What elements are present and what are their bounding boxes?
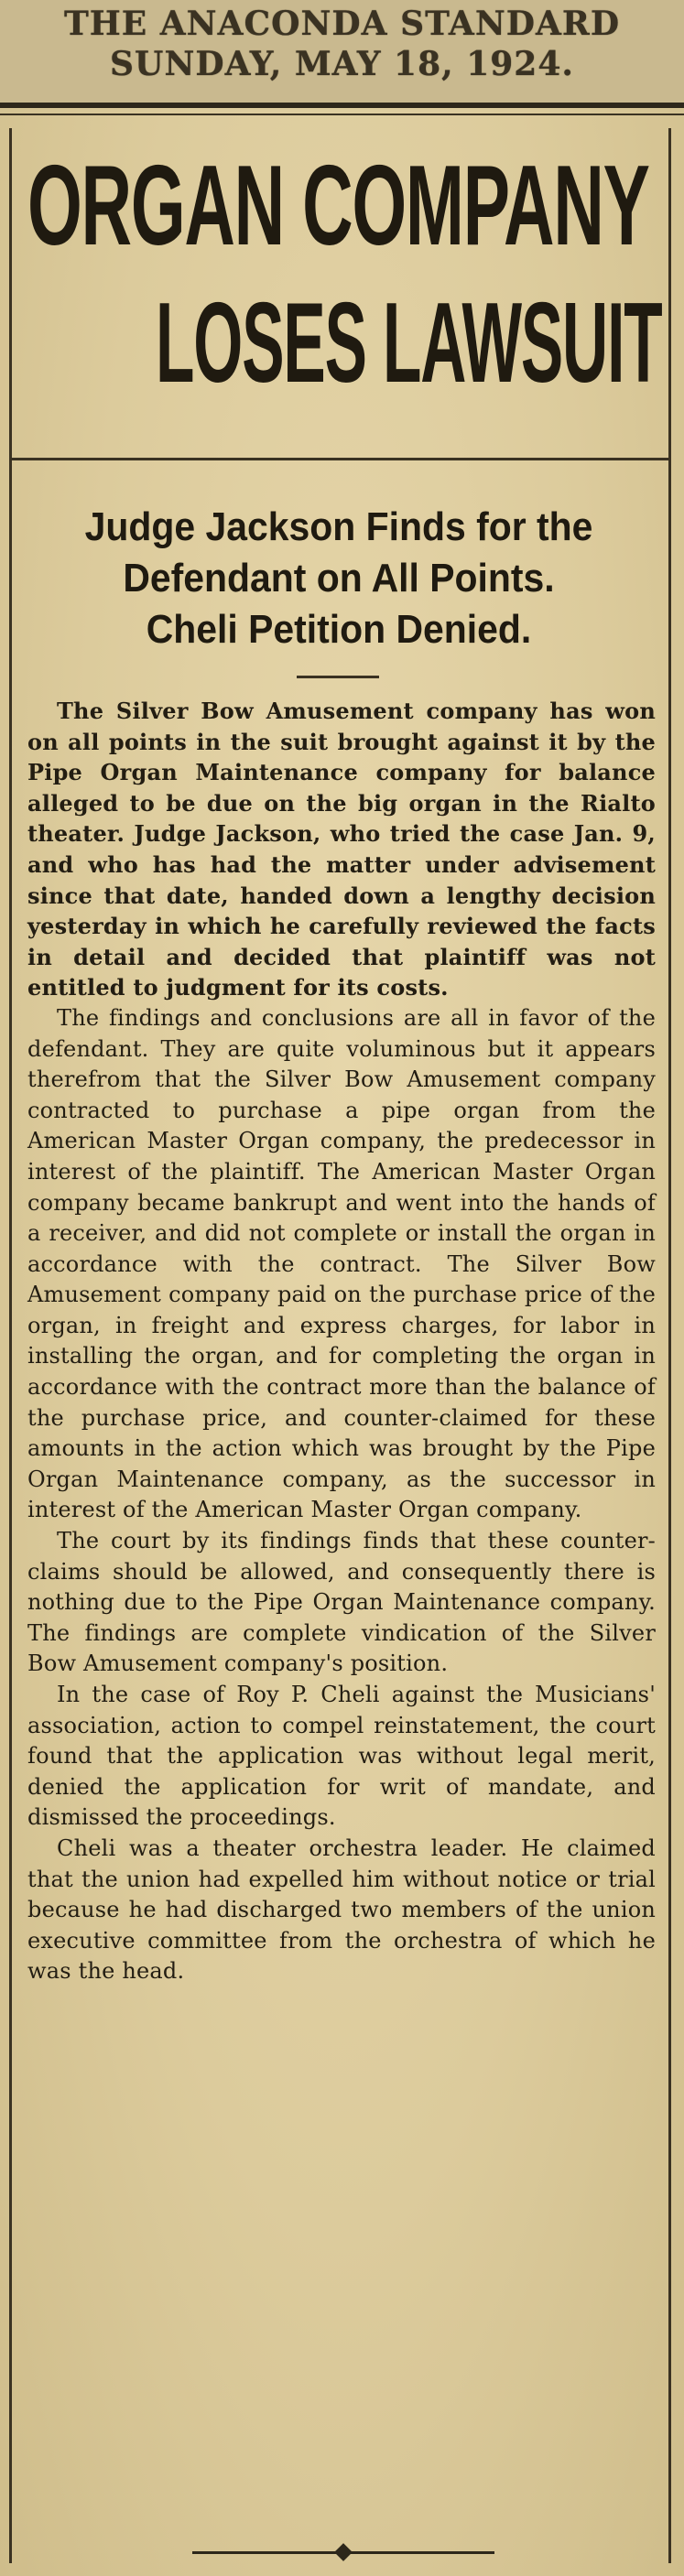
article-body (27, 696, 656, 1987)
diamond-ornament-icon (334, 2543, 353, 2561)
headline-rule (11, 458, 668, 460)
masthead (0, 0, 684, 103)
article-paragraph: Cheli was a theater orchestra leader. He claimed that the union had expelled him without notice or trial because he had discharged two members of the union executive committee from the orchestra of which he was the head. (27, 1835, 656, 1985)
column-border-left (9, 128, 12, 2563)
article-paragraph: The court by its findings finds that these counter-claims should be allowed, and consequently there is nothing due to the Pipe Organ Maintenance company. The findings are complete vindication of the Silver Bow Amusement company's position. (27, 1528, 656, 1677)
article-paragraph: In the case of Roy P. Cheli against the Musicians' association, action to compel reinstatement, the court found that the application was without legal merit, denied the application for writ of mandate, and dismissed the proceedings. (27, 1682, 656, 1831)
article-paragraph: The Silver Bow Amusement company has won on all points in the suit brought against it by the Pipe Organ Maintenance company for balance alleged to be due on the big organ in the Rialto theater. Judge Jackson, who tried the case Jan. 9, and who has had the matter under advisement since that date, handed down a lengthy decision yesterday in which he carefully reviewed the facts in detail and decided that plaintiff was not entitled to judgment for its costs. (27, 698, 656, 1001)
headline-line-1: ORGAN COMPANY (27, 143, 649, 269)
deck-line-3: Cheli Petition Denied. (146, 607, 532, 652)
article-paragraph: The findings and conclusions are all in favor of the defendant. They are quite voluminous but it appears therefrom that the Silver Bow Amusement company contracted to purchase a pipe organ from the American Master Organ company, the predecessor in interest of the plaintiff. The American Master Organ company became bankrupt and went into the hands of a receiver, and did not complete or install the organ in accordance with the contract. The Silver Bow Amusement company paid on the purchase price of the organ, in freight and express charges, for labor in installing the organ, and for completing the organ in accordance with the contract more than the balance of the purchase price, and counter-claimed for these amounts in the action which was brought by the Pipe Organ Maintenance company, as the successor in interest of the American Master Organ company. (27, 1004, 656, 1523)
deck-line-1: Judge Jackson Finds for the (84, 504, 593, 549)
column-border-right (668, 128, 671, 2563)
issue-date: SUNDAY, MAY 18, 1924. (110, 45, 574, 83)
deck-headline (18, 502, 659, 655)
deck-line-2: Defendant on All Points. (123, 556, 555, 601)
masthead-thin-rule (0, 114, 684, 115)
newspaper-name: THE ANACONDA STANDARD (63, 5, 621, 43)
headline-line-2: LOSES LAWSUIT (156, 280, 662, 406)
deck-divider (297, 676, 379, 678)
end-ornament (192, 2543, 494, 2561)
masthead-rule (0, 103, 684, 108)
